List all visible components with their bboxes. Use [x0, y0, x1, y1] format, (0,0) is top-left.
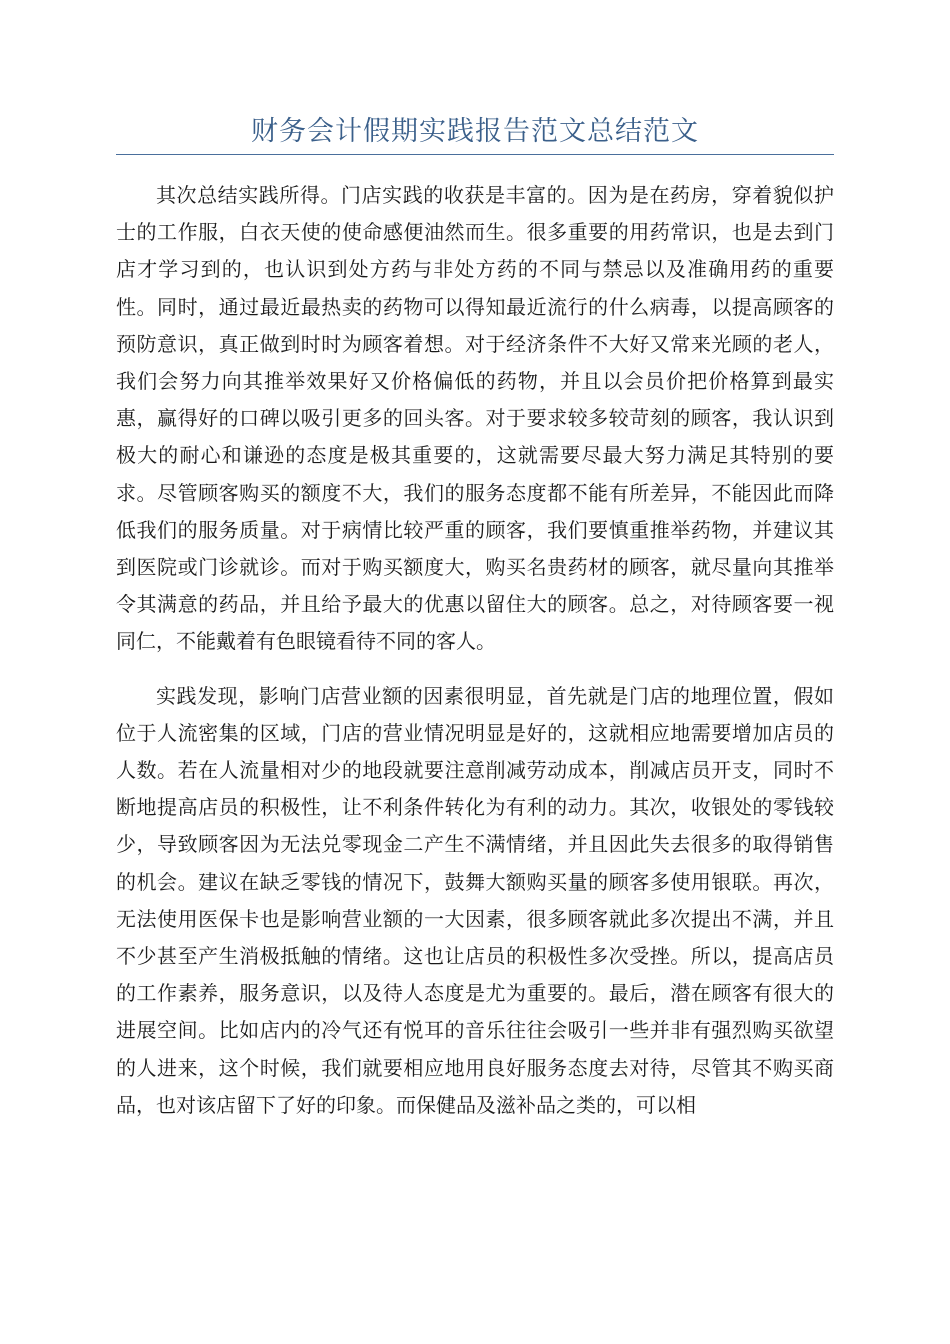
title-underline	[116, 154, 834, 155]
document-body	[116, 177, 834, 1124]
paragraph: 实践发现，影响门店营业额的因素很明显，首先就是门店的地理位置，假如位于人流密集的区域，门店的营业情况明显是好的，这就相应地需要增加店员的人数。若在人流量相对少的地段就要注意削减劳动成本，削减店员开支，同时不断地提高店员的积极性，让不利条件转化为有利的动力。其次，收银处的零钱较少，导致顾客因为无法兑零现金二产生不满情绪，并且因此失去很多的取得销售的机会。建议在缺乏零钱的情况下，鼓舞大额购买量的顾客多使用银联。再次，无法使用医保卡也是影响营业额的一大因素，很多顾客就此多次提出不满，并且不少甚至产生消极抵触的情绪。这也让店员的积极性多次受挫。所以，提高店员的工作素养，服务意识，以及待人态度是尤为重要的。最后，潜在顾客有很大的进展空间。比如店内的冷气还有悦耳的音乐往往会吸引一些并非有强烈购买欲望的人进来，这个时候，我们就要相应地用良好服务态度去对待，尽管其不购买商品，也对该店留下了好的印象。而保健品及滋补品之类的，可以相	[116, 683, 834, 1117]
paragraph: 其次总结实践所得。门店实践的收获是丰富的。因为是在药房，穿着貌似护士的工作服，白衣天使的使命感便油然而生。很多重要的用药常识，也是去到门店才学习到的，也认识到处方药与非处方药的不同与禁忌以及准确用药的重要性。同时，通过最近最热卖的药物可以得知最近流行的什么病毒，以提高顾客的预防意识，真正做到时时为顾客着想。对于经济条件不大好又常来光顾的老人，我们会努力向其推举效果好又价格偏低的药物，并且以会员价把价格算到最实惠，赢得好的口碑以吸引更多的回头客。对于要求较多较苛刻的顾客，我认识到极大的耐心和谦逊的态度是极其重要的，这就需要尽最大努力满足其特别的要求。尽管顾客购买的额度不大，我们的服务态度都不能有所差异，不能因此而降低我们的服务质量。对于病情比较严重的顾客，我们要慎重推举药物，并建议其到医院或门诊就诊。而对于购买额度大，购买名贵药材的顾客，就尽量向其推举令其满意的药品，并且给予最大的优惠以留住大的顾客。总之，对待顾客要一视同仁，不能戴着有色眼镜看待不同的客人。	[116, 183, 834, 654]
document-title: 财务会计假期实践报告范文总结范文	[251, 116, 699, 147]
